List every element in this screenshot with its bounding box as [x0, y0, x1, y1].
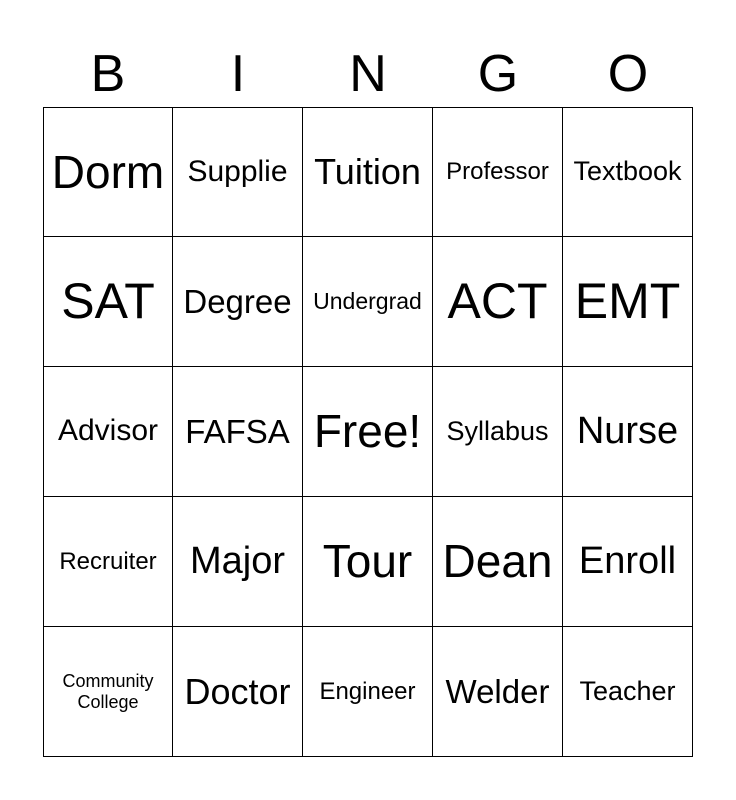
bingo-cell: SAT — [43, 237, 173, 367]
header-letter-o: O — [607, 45, 649, 103]
bingo-cell: Advisor — [43, 367, 173, 497]
bingo-cell: Dorm — [43, 107, 173, 237]
bingo-cell: Recruiter — [43, 497, 173, 627]
bingo-cell: Doctor — [173, 627, 303, 757]
bingo-cell: Teacher — [563, 627, 693, 757]
bingo-board — [43, 107, 693, 757]
header-letter-i: I — [230, 45, 246, 103]
bingo-cell: EMT — [563, 237, 693, 367]
free-space-cell: Free! — [303, 367, 433, 497]
bingo-cell: Undergrad — [303, 237, 433, 367]
bingo-cell: Textbook — [563, 107, 693, 237]
bingo-cell: Tour — [303, 497, 433, 627]
bingo-cell: Enroll — [563, 497, 693, 627]
header-letter-g: G — [477, 45, 519, 103]
bingo-cell: Welder — [433, 627, 563, 757]
bingo-cell: Supplie — [173, 107, 303, 237]
bingo-cell: Nurse — [563, 367, 693, 497]
bingo-cell: Dean — [433, 497, 563, 627]
bingo-cell: Syllabus — [433, 367, 563, 497]
bingo-cell: Tuition — [303, 107, 433, 237]
bingo-header — [43, 40, 693, 108]
bingo-cell: Degree — [173, 237, 303, 367]
bingo-cell: Major — [173, 497, 303, 627]
header-letter-n: N — [349, 45, 387, 103]
bingo-cell: Professor — [433, 107, 563, 237]
header-letter-b: B — [90, 45, 126, 103]
bingo-cell: Community College — [43, 627, 173, 757]
bingo-cell: FAFSA — [173, 367, 303, 497]
bingo-cell: Engineer — [303, 627, 433, 757]
bingo-cell: ACT — [433, 237, 563, 367]
